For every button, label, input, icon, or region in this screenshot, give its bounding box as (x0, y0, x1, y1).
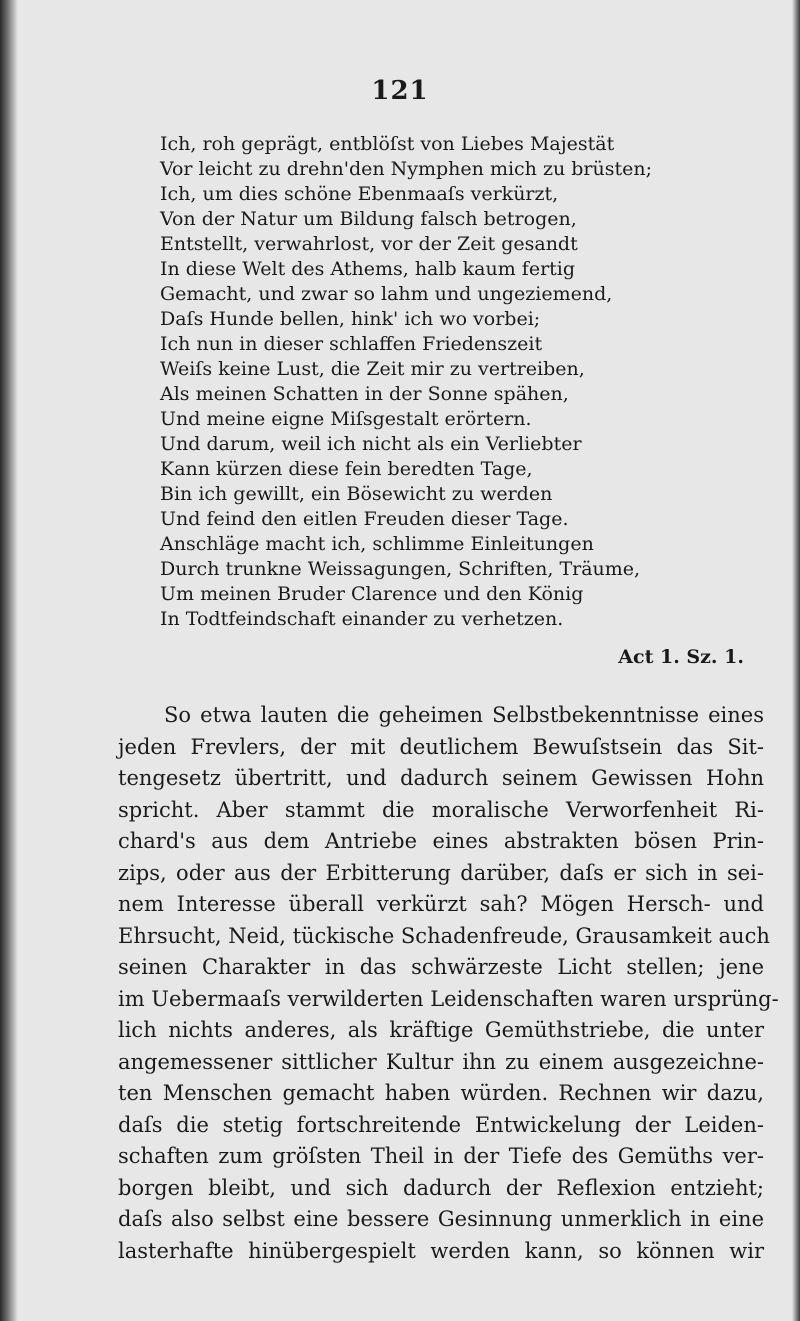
page-edge-shadow-right (792, 0, 800, 1321)
verse-line: In diese Welt des Athems, halb kaum fertig (160, 258, 576, 280)
prose-line: jeden Frevlers, der mit deutlichem Bewuſstsein das Sit- (118, 734, 764, 759)
act-scene-citation: Act 1. Sz. 1. (618, 646, 744, 668)
verse-line: Als meinen Schatten in der Sonne spähen, (160, 383, 569, 405)
prose-line: tengesetz übertritt, und dadurch seinem Gewissen Hohn (118, 766, 764, 790)
verse-line: Durch trunkne Weissagungen, Schriften, Träume, (160, 558, 641, 580)
verse-line: Ich nun in dieser schlaffen Friedenszeit (160, 333, 543, 355)
prose-line: chard's aus dem Antriebe eines abstrakten bösen Prin- (118, 829, 764, 853)
page-number: 121 (371, 76, 429, 106)
prose-line: daſs die stetig fortschreitende Entwickelung der Leiden- (118, 1112, 764, 1137)
verse-quotation (160, 132, 770, 632)
page-edge-shadow-left (0, 0, 18, 1321)
verse-line: Vor leicht zu drehn'den Nymphen mich zu brüsten; (160, 158, 652, 180)
verse-line: Bin ich gewillt, ein Bösewicht zu werden (160, 483, 553, 505)
prose-line: So etwa lauten die geheimen Selbstbekenntnisse eines (164, 703, 764, 727)
prose-line: borgen bleibt, und sich dadurch der Reflexion entzieht; (118, 1175, 764, 1200)
prose-line: zips, oder aus der Erbitterung darüber, daſs er sich in sei- (118, 860, 764, 885)
prose-line: angemessener sittlicher Kultur ihn zu einem ausgezeichne- (118, 1049, 764, 1074)
prose-line: nem Interesse überall verkürzt sah? Mögen Hersch- und (118, 892, 764, 916)
verse-line: Ich, roh geprägt, entblöſst von Liebes Majestät (160, 133, 615, 155)
verse-line: Entstellt, verwahrlost, vor der Zeit gesandt (160, 233, 578, 255)
prose-line: lasterhafte hinübergespielt werden kann, so können wir (118, 1238, 764, 1263)
verse-line: Weiſs keine Lust, die Zeit mir zu vertreiben, (160, 358, 585, 380)
verse-line: Daſs Hunde bellen, hink' ich wo vorbei; (160, 308, 541, 330)
prose-line: seinen Charakter in das schwärzeste Licht stellen; jene (118, 955, 764, 979)
verse-line: Und meine eigne Miſsgestalt erörtern. (160, 408, 532, 430)
body-paragraph (118, 700, 779, 1267)
verse-line: Und darum, weil ich nicht als ein Verliebter (160, 433, 582, 455)
verse-line: Anschläge macht ich, schlimme Einleitungen (160, 533, 594, 555)
prose-line: spricht. Aber stammt die moralische Verworfenheit Ri- (118, 797, 764, 822)
prose-line: Ehrsucht, Neid, tückische Schadenfreude, Grausamkeit auch (118, 923, 770, 948)
prose-line: ten Menschen gemacht haben würden. Rechnen wir dazu, (118, 1081, 764, 1105)
verse-line: Kann kürzen diese fein beredten Tage, (160, 458, 533, 480)
verse-line: Von der Natur um Bildung falsch betrogen, (160, 208, 577, 230)
verse-line: Gemacht, und zwar so lahm und ungeziemend, (160, 283, 613, 305)
prose-line: daſs also selbst eine bessere Gesinnung unmerklich in eine (118, 1207, 764, 1231)
verse-line: Um meinen Bruder Clarence und den König (160, 583, 584, 605)
prose-line: im Uebermaaſs verwilderten Leidenschaften waren ursprüng- (118, 986, 779, 1011)
verse-line: In Todtfeindschaft einander zu verhetzen. (160, 608, 564, 630)
prose-line: schaften zum gröſsten Theil in der Tiefe des Gemüths ver- (118, 1144, 764, 1168)
verse-line: Ich, um dies schöne Ebenmaaſs verkürzt, (160, 183, 559, 205)
prose-line: lich nichts anderes, als kräftige Gemüthstriebe, die unter (118, 1018, 764, 1042)
verse-line: Und feind den eitlen Freuden dieser Tage. (160, 508, 569, 530)
